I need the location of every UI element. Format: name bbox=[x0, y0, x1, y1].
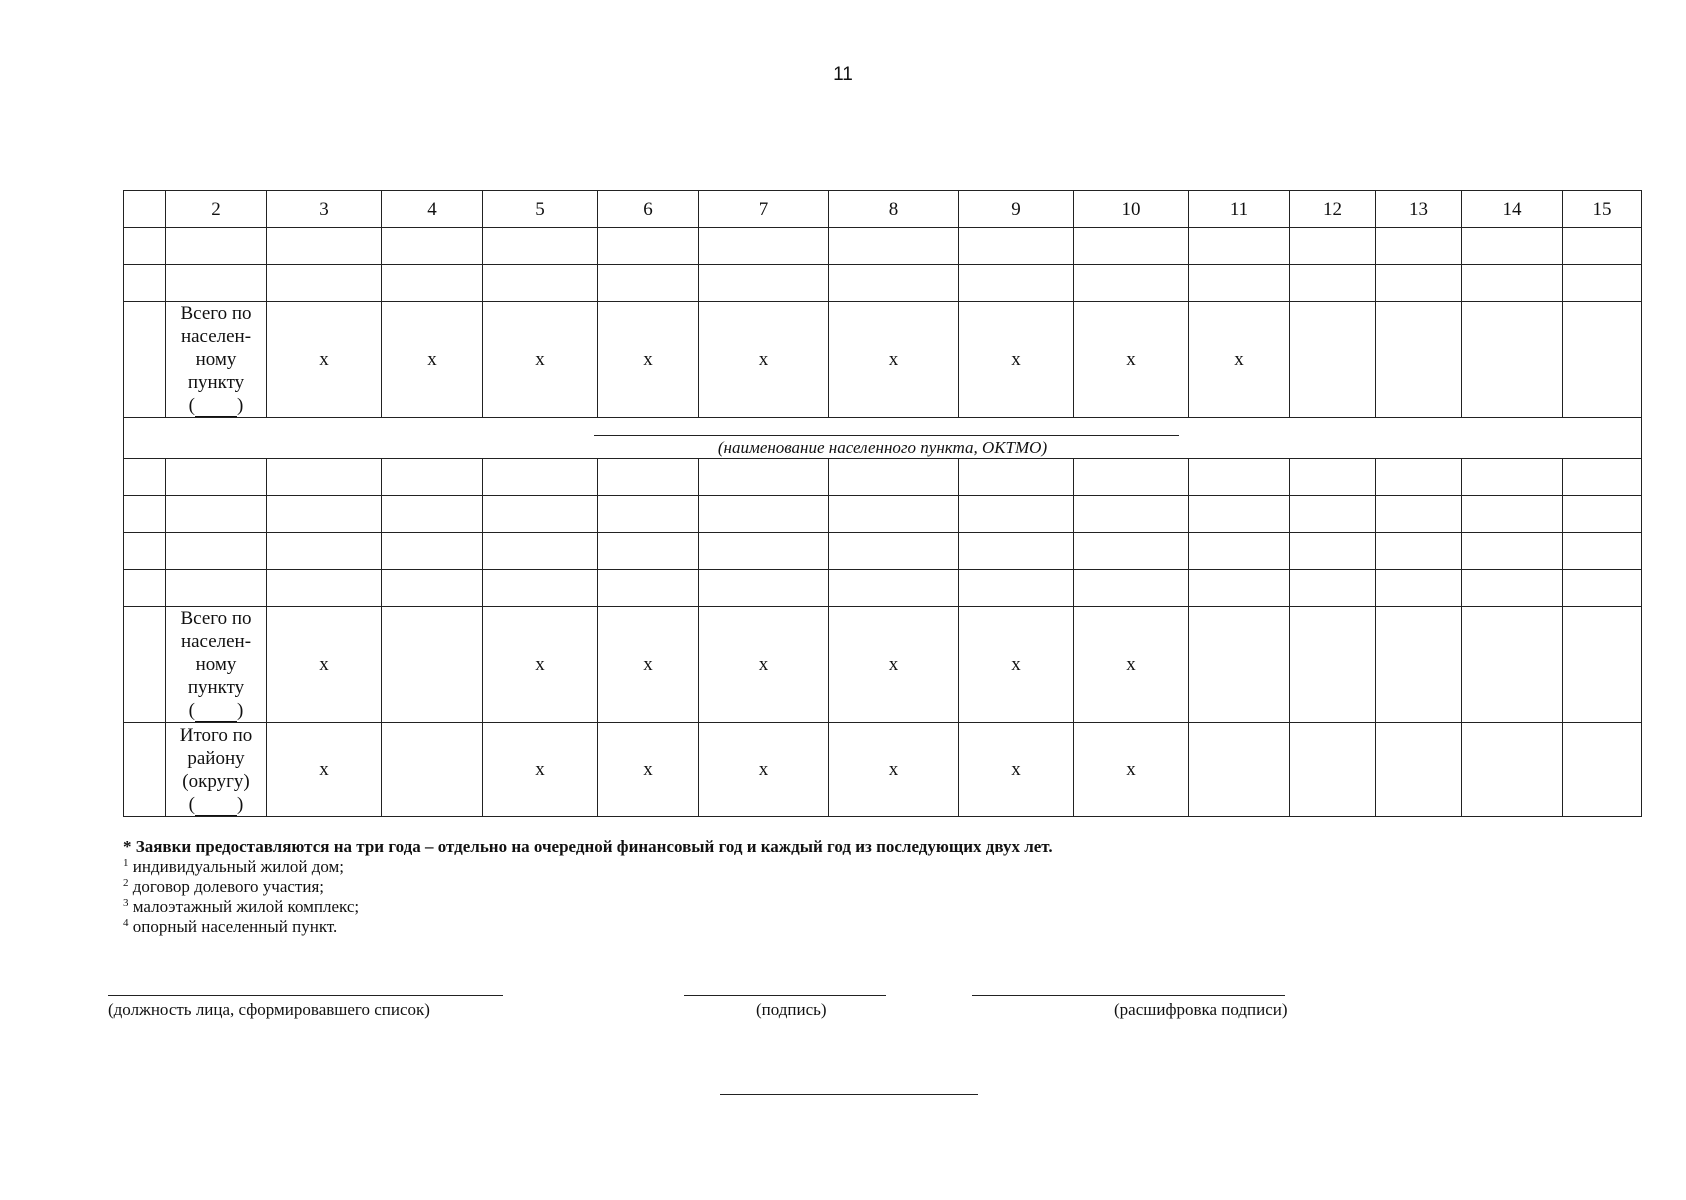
cell-mark: x bbox=[382, 302, 483, 418]
cell-mark: x bbox=[829, 607, 959, 723]
header-cell: 12 bbox=[1290, 191, 1376, 228]
cell-mark bbox=[1376, 607, 1462, 723]
cell-mark: x bbox=[598, 723, 699, 817]
header-cell: 11 bbox=[1189, 191, 1290, 228]
cell-mark: x bbox=[1074, 607, 1189, 723]
table-row bbox=[124, 570, 1642, 607]
header-cell: 8 bbox=[829, 191, 959, 228]
settlement-total-row bbox=[124, 607, 1642, 723]
footnote-3: $^3$ малоэтажный жилой комплекс; bbox=[123, 897, 360, 916]
header-cell: 3 bbox=[267, 191, 382, 228]
footnote-4: $^4$ опорный населенный пункт. bbox=[123, 917, 338, 936]
signature-line bbox=[684, 995, 886, 996]
decoding-caption: (расшифровка подписи) bbox=[1114, 1000, 1288, 1019]
footnotes bbox=[123, 837, 1053, 937]
cell-mark bbox=[382, 607, 483, 723]
cell-mark: x bbox=[699, 723, 829, 817]
cell-mark: x bbox=[267, 302, 382, 418]
row-label: Итого по району (округу) ( ) bbox=[166, 723, 267, 817]
closing-rule bbox=[720, 1094, 978, 1095]
cell-mark: x bbox=[483, 302, 598, 418]
cell-mark: x bbox=[598, 607, 699, 723]
header-cell: 13 bbox=[1376, 191, 1462, 228]
district-total-row bbox=[124, 723, 1642, 817]
footnote-2: $^2$ договор долевого участия; bbox=[123, 877, 324, 896]
table-row bbox=[124, 533, 1642, 570]
cell-mark: x bbox=[267, 607, 382, 723]
cell-mark bbox=[1462, 607, 1563, 723]
cell-mark bbox=[1376, 723, 1462, 817]
cell-mark: x bbox=[1189, 302, 1290, 418]
cell-mark: x bbox=[1074, 302, 1189, 418]
cell-mark bbox=[1290, 302, 1376, 418]
page-number: 11 bbox=[833, 64, 853, 85]
cell-mark bbox=[1290, 723, 1376, 817]
cell-mark: x bbox=[829, 723, 959, 817]
cell-mark bbox=[1189, 723, 1290, 817]
cell-mark bbox=[1376, 302, 1462, 418]
cell-mark: x bbox=[483, 607, 598, 723]
table-row bbox=[124, 228, 1642, 265]
table-row bbox=[124, 459, 1642, 496]
position-signature-line bbox=[108, 995, 503, 996]
header-cell: 6 bbox=[598, 191, 699, 228]
section-caption: (наименование населенного пункта, ОКТМО) bbox=[717, 438, 1048, 457]
header-cell: 9 bbox=[959, 191, 1074, 228]
data-table bbox=[123, 190, 1642, 817]
cell-mark: x bbox=[699, 302, 829, 418]
row-label: Всего по населен- ному пункту ( ) bbox=[166, 302, 267, 418]
cell-mark: x bbox=[483, 723, 598, 817]
header-cell bbox=[124, 191, 166, 228]
cell-mark bbox=[1462, 723, 1563, 817]
header-cell: 4 bbox=[382, 191, 483, 228]
table-header-row bbox=[124, 191, 1642, 228]
header-cell: 14 bbox=[1462, 191, 1563, 228]
cell-mark: x bbox=[699, 607, 829, 723]
cell-mark bbox=[1290, 607, 1376, 723]
table-row bbox=[124, 496, 1642, 533]
section-row bbox=[124, 418, 1642, 459]
cell-mark bbox=[1563, 302, 1642, 418]
header-cell: 7 bbox=[699, 191, 829, 228]
header-cell: 5 bbox=[483, 191, 598, 228]
cell-mark bbox=[1563, 607, 1642, 723]
footnote-1: $^1$ индивидуальный жилой дом; bbox=[123, 857, 345, 876]
header-cell: 10 bbox=[1074, 191, 1189, 228]
section-cell bbox=[124, 418, 1642, 459]
cell-mark bbox=[1189, 607, 1290, 723]
decoding-signature-line bbox=[972, 995, 1285, 996]
footnote-star: * Заявки предоставляются на три года – отдельно на очередной финансовый год и каждый год из последующих двух лет. bbox=[123, 837, 1053, 856]
cell-mark: x bbox=[959, 607, 1074, 723]
cell-mark: x bbox=[829, 302, 959, 418]
header-cell: 15 bbox=[1563, 191, 1642, 228]
cell-mark bbox=[1462, 302, 1563, 418]
header-cell: 2 bbox=[166, 191, 267, 228]
cell-mark: x bbox=[1074, 723, 1189, 817]
cell-mark: x bbox=[959, 302, 1074, 418]
cell-mark bbox=[1563, 723, 1642, 817]
position-caption: (должность лица, сформировавшего список) bbox=[108, 1000, 430, 1019]
cell-mark: x bbox=[598, 302, 699, 418]
cell-mark: x bbox=[959, 723, 1074, 817]
cell-mark: x bbox=[267, 723, 382, 817]
settlement-total-row bbox=[124, 302, 1642, 418]
cell-mark bbox=[382, 723, 483, 817]
row-label: Всего по населен- ному пункту ( ) bbox=[166, 607, 267, 723]
table-row bbox=[124, 265, 1642, 302]
signature-caption: (подпись) bbox=[756, 1000, 827, 1019]
